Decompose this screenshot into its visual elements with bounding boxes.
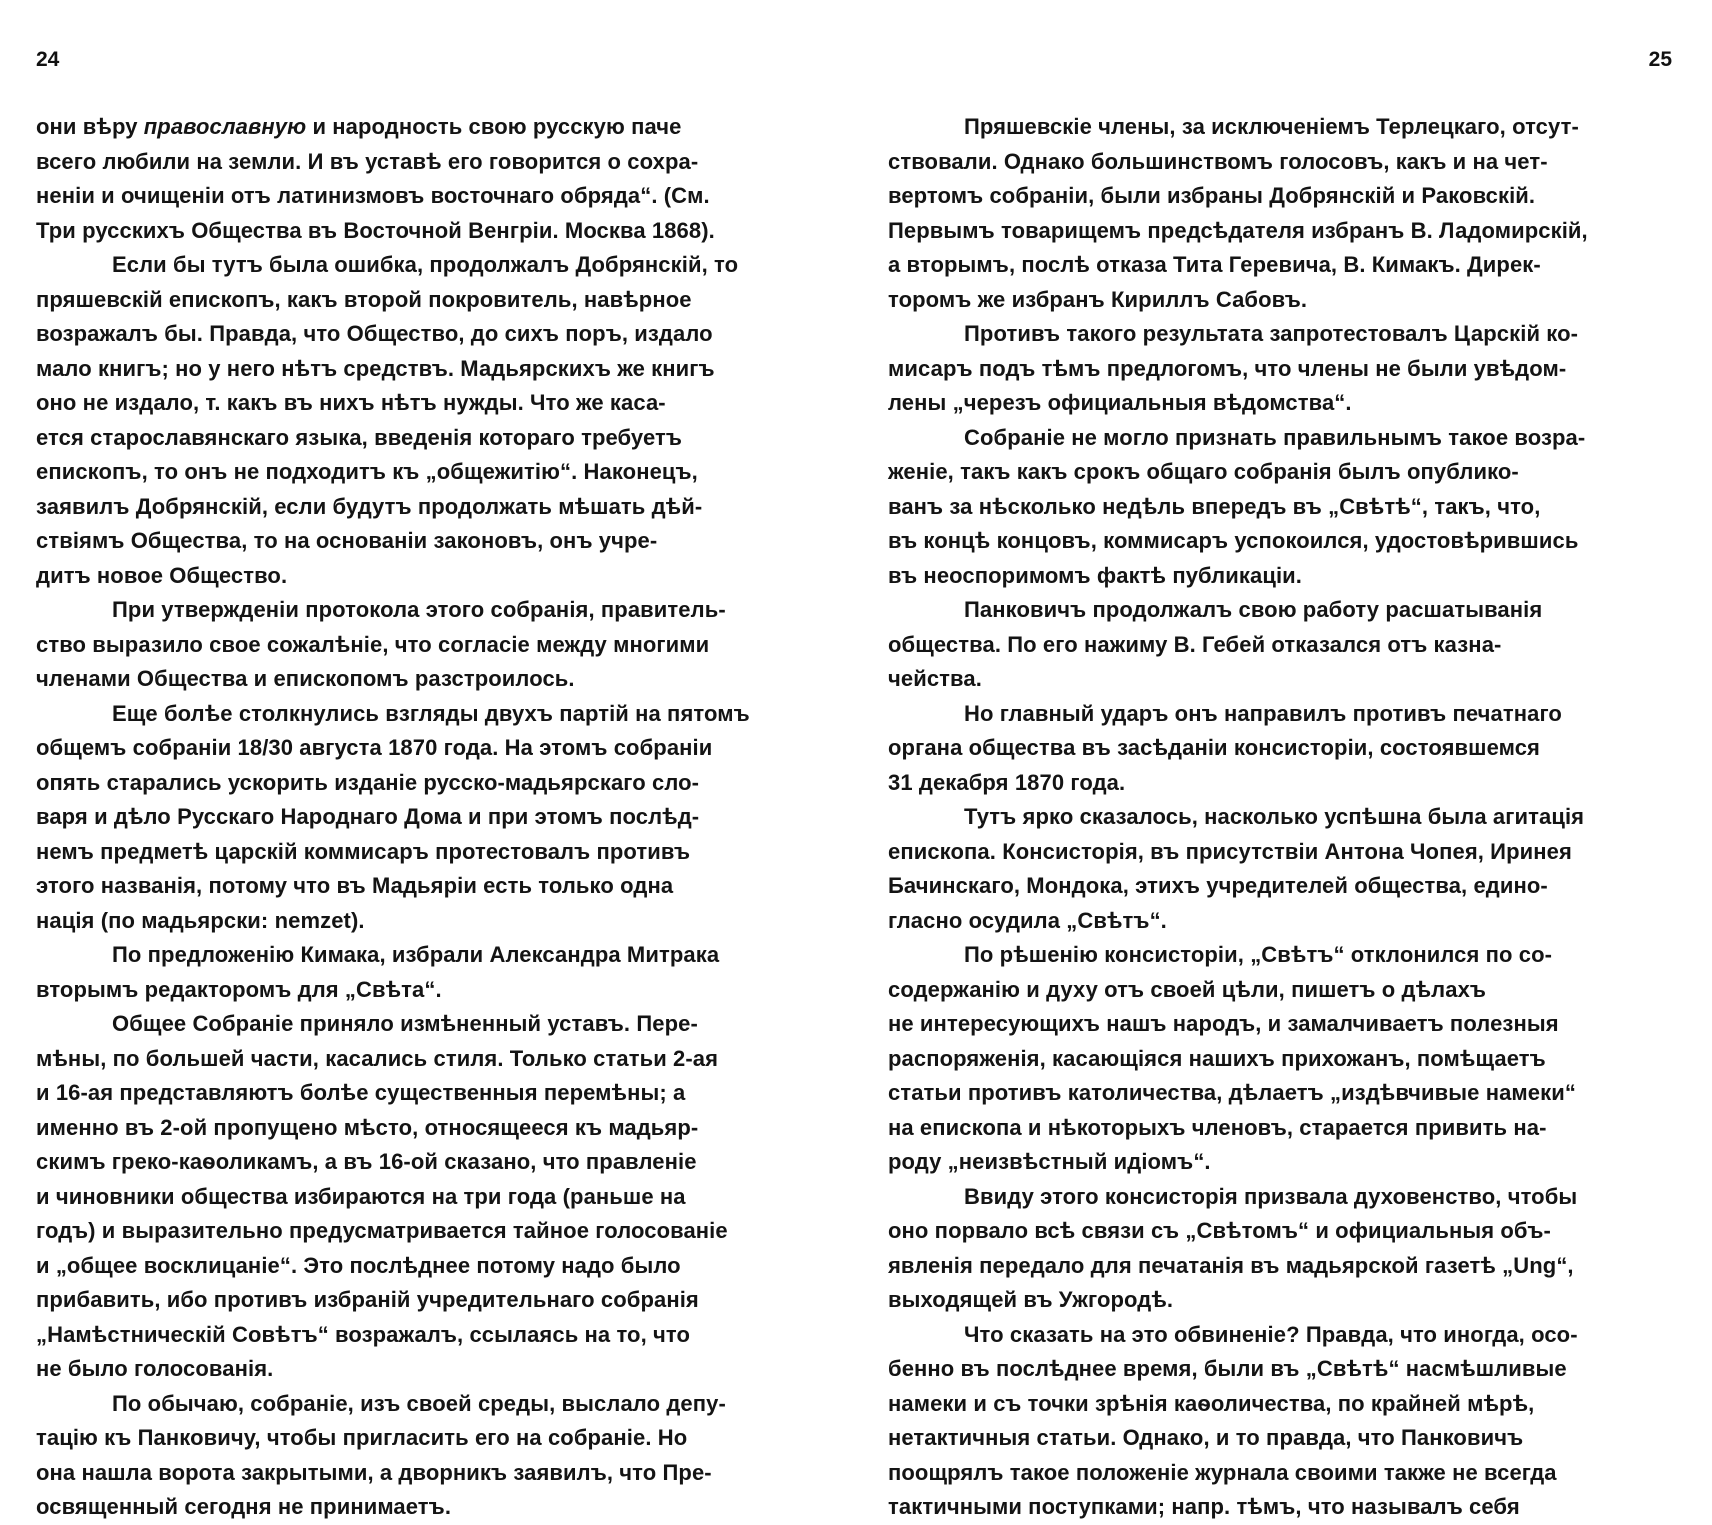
text-line: именно въ 2-ой пропущено мѣсто, относящееся къ мадьяр- xyxy=(36,1114,699,1140)
text-line: Общее Собраніе приняло измѣненный уставъ. Пере- xyxy=(112,1011,698,1036)
text-line: годъ) и выразительно предусматривается тайное голосованіе xyxy=(36,1218,728,1243)
text-line: выходящей въ Ужгородѣ. xyxy=(888,1287,1174,1312)
text-line: общества. По его нажиму В. Гебей отказался отъ казна- xyxy=(888,631,1502,657)
text-line: намеки и съ точки зрѣнія каѳоличества, по крайней мѣрѣ, xyxy=(888,1390,1535,1416)
text-line: возражалъ бы. Правда, что Общество, до сихъ поръ, издало xyxy=(36,321,713,346)
text-line: „Намѣстническій Совѣтъ“ возражалъ, ссылаясь на то, что xyxy=(36,1321,691,1347)
text-line: немъ предметѣ царскій коммисаръ протестовалъ противъ xyxy=(36,838,691,864)
text-line: нетактичныя статьи. Однако, и то правда, что Панковичъ xyxy=(888,1425,1524,1450)
text-fragment: они вѣру xyxy=(36,114,144,139)
text-line: варя и дѣло Русскаго Народнаго Дома и при этомъ послѣд- xyxy=(36,804,700,829)
text-line: вторымъ редакторомъ для „Свѣта“. xyxy=(36,976,442,1002)
text-line: членами Общества и епископомъ разстроилось. xyxy=(36,666,575,691)
text-line: органа общества въ засѣданіи консисторіи, состоявшемся xyxy=(888,735,1540,760)
text-line: По обычаю, собраніе, изъ своей среды, выслало депу- xyxy=(112,1390,726,1416)
text-line: ванъ за нѣсколько недѣль впередъ въ „Свѣтѣ“, такъ, что, xyxy=(888,493,1541,519)
text-line: мѣны, по большей части, касались стиля. Только статьи 2-ая xyxy=(36,1045,719,1071)
text-line: прибавить, ибо противъ избраній учредительнаго собранія xyxy=(36,1287,699,1312)
text-line: женіе, такъ какъ срокъ общаго собранія былъ опублико- xyxy=(888,459,1519,484)
text-line: гласно осудила „Свѣтъ“. xyxy=(888,907,1167,933)
text-line: роду „неизвѣстный идіомъ“. xyxy=(888,1149,1211,1174)
text-line: ство выразило свое сожалѣніе, что согласіе между многими xyxy=(36,631,710,657)
text-line: Бачинскаго, Мондока, этихъ учредителей общества, едино- xyxy=(888,873,1548,898)
text-line: епископа. Консисторія, въ присутствіи Антона Чопея, Иринея xyxy=(888,838,1572,864)
text-line: епископъ, то онъ не подходитъ къ „общежитію“. Наконецъ, xyxy=(36,459,698,484)
text-line: Пряшевскіе члены, за исключеніемъ Терлецкаго, отсут- xyxy=(964,114,1579,139)
text-line: ется старославянскаго языка, введенія котораго требуетъ xyxy=(36,424,683,450)
text-line: мисаръ подъ тѣмъ предлогомъ, что члены не были увѣдом- xyxy=(888,355,1567,381)
text-line: на епископа и нѣкоторыхъ членовъ, старается привить на- xyxy=(888,1114,1547,1140)
text-line: этого названія, потому что въ Мадьяріи есть только одна xyxy=(36,873,674,898)
text-line: мало книгъ; но у него нѣтъ средствъ. Мадьярскихъ же книгъ xyxy=(36,355,715,381)
text-line: вертомъ собраніи, были избраны Добрянскій и Раковскій. xyxy=(888,183,1536,208)
text-line: Противъ такого результата запротестовалъ Царскій ко- xyxy=(964,321,1579,346)
text-line: заявилъ Добрянскій, если будутъ продолжать мѣшать дѣй- xyxy=(36,493,703,519)
text-line: ствовали. Однако большинствомъ голосовъ, какъ и на чет- xyxy=(888,148,1548,174)
text-line: не интересующихъ нашъ народъ, и замалчиваетъ полезныя xyxy=(888,1011,1559,1036)
text-line: и 16-ая представляютъ болѣе существенныя перемѣны; а xyxy=(36,1080,686,1105)
text-line xyxy=(36,110,816,145)
text-line: поощрялъ такое положеніе журнала своими также не всегда xyxy=(888,1459,1557,1485)
emphasized-word: православную xyxy=(143,114,307,139)
text-line: опять старались ускорить изданіе русско-мадьярскаго сло- xyxy=(36,769,700,795)
left-page-text xyxy=(36,110,816,1525)
text-line: нація (по мадьярски: nemzet). xyxy=(36,907,365,933)
page-number-right: 25 xyxy=(1648,48,1672,71)
text-line: лены „черезъ официальныя вѣдомства“. xyxy=(888,390,1352,415)
text-line: Панковичъ продолжалъ свою работу расшатыванія xyxy=(964,597,1543,622)
text-line: статьи противъ католичества, дѣлаетъ „издѣвчивые намеки“ xyxy=(888,1080,1576,1105)
text-line: Собраніе не могло признать правильнымъ такое возра- xyxy=(964,424,1586,450)
text-line: ствіямъ Общества, то на основаніи законовъ, онъ учре- xyxy=(36,528,658,553)
page-number-left: 24 xyxy=(36,48,60,71)
text-line: бенно въ послѣднее время, были въ „Свѣтѣ“ насмѣшливые xyxy=(888,1356,1567,1381)
text-line: въ неоспоримомъ фактѣ публикаціи. xyxy=(888,562,1303,588)
text-line: Тутъ ярко сказалось, насколько успѣшна была агитація xyxy=(964,804,1585,829)
text-line: Первымъ товарищемъ предсѣдателя избранъ В. Ладомирскій, xyxy=(888,217,1588,243)
text-line: оно не издало, т. какъ въ нихъ нѣтъ нужды. Что же каса- xyxy=(36,390,666,415)
text-line: содержанію и духу отъ своей цѣли, пишетъ о дѣлахъ xyxy=(888,976,1487,1002)
text-line: скимъ греко-каѳоликамъ, а въ 16-ой сказано, что правленіе xyxy=(36,1149,697,1174)
text-line: Что сказать на это обвиненіе? Правда, что иногда, осо- xyxy=(964,1321,1578,1347)
text-line: всего любили на земли. И въ уставѣ его говорится о сохра- xyxy=(36,148,699,174)
text-line: Ввиду этого консисторія призвала духовенство, чтобы xyxy=(964,1183,1578,1209)
text-line: По предложенію Кимака, избрали Александра Митрака xyxy=(112,942,720,967)
text-line: не было голосованія. xyxy=(36,1356,274,1381)
right-page-text xyxy=(888,110,1668,1525)
text-line: Еще болѣе столкнулись взгляды двухъ партій на пятомъ xyxy=(112,700,750,726)
right-page xyxy=(856,0,1712,1519)
text-line: тацію къ Панковичу, чтобы пригласить его на собраніе. Но xyxy=(36,1425,688,1450)
text-line: въ концѣ концовъ, коммисаръ успокоился, удостовѣрившись xyxy=(888,528,1579,553)
left-page xyxy=(0,0,856,1519)
text-line: оно порвало всѣ связи съ „Свѣтомъ“ и официальныя объ- xyxy=(888,1218,1551,1243)
text-line: освященный сегодня не принимаетъ. xyxy=(36,1494,452,1519)
text-line: явленія передало для печатанія въ мадьярской газетѣ „Ung“, xyxy=(888,1252,1574,1278)
text-line: распоряженія, касающіяся нашихъ прихожанъ, помѣщаетъ xyxy=(888,1045,1546,1071)
text-line: неніи и очищеніи отъ латинизмовъ восточнаго обряда“. (См. xyxy=(36,183,710,208)
text-line: тактичными поступками; напр. тѣмъ, что называлъ себя xyxy=(888,1494,1520,1519)
text-line: она нашла ворота закрытыми, а дворникъ заявилъ, что Пре- xyxy=(36,1459,712,1485)
text-line: При утвержденіи протокола этого собранія, правитель- xyxy=(112,597,726,622)
text-line: пряшевскій епископъ, какъ второй покровитель, навѣрное xyxy=(36,286,692,312)
text-line: а вторымъ, послѣ отказа Тита Геревича, В. Кимакъ. Дирек- xyxy=(888,252,1541,277)
text-line: чейства. xyxy=(888,666,982,691)
text-line: и чиновники общества избираются на три года (раньше на xyxy=(36,1183,686,1209)
text-line: Если бы тутъ была ошибка, продолжалъ Добрянскій, то xyxy=(112,252,739,277)
text-line: дитъ новое Общество. xyxy=(36,562,288,588)
text-line: общемъ собраніи 18/30 августа 1870 года. На этомъ собраніи xyxy=(36,735,713,760)
text-line: и „общее восклицаніе“. Это послѣднее потому надо было xyxy=(36,1252,681,1278)
text-line: По рѣшенію консисторіи, „Свѣтъ“ отклонился по со- xyxy=(964,942,1553,967)
text-line: Три русскихъ Общества въ Восточной Венгріи. Москва 1868). xyxy=(36,217,715,243)
text-line: 31 декабря 1870 года. xyxy=(888,769,1126,795)
text-fragment: и народность свою русскую паче xyxy=(306,114,682,139)
text-line: Но главный ударъ онъ направилъ противъ печатнаго xyxy=(964,700,1562,726)
text-line: торомъ же избранъ Кириллъ Сабовъ. xyxy=(888,286,1308,312)
